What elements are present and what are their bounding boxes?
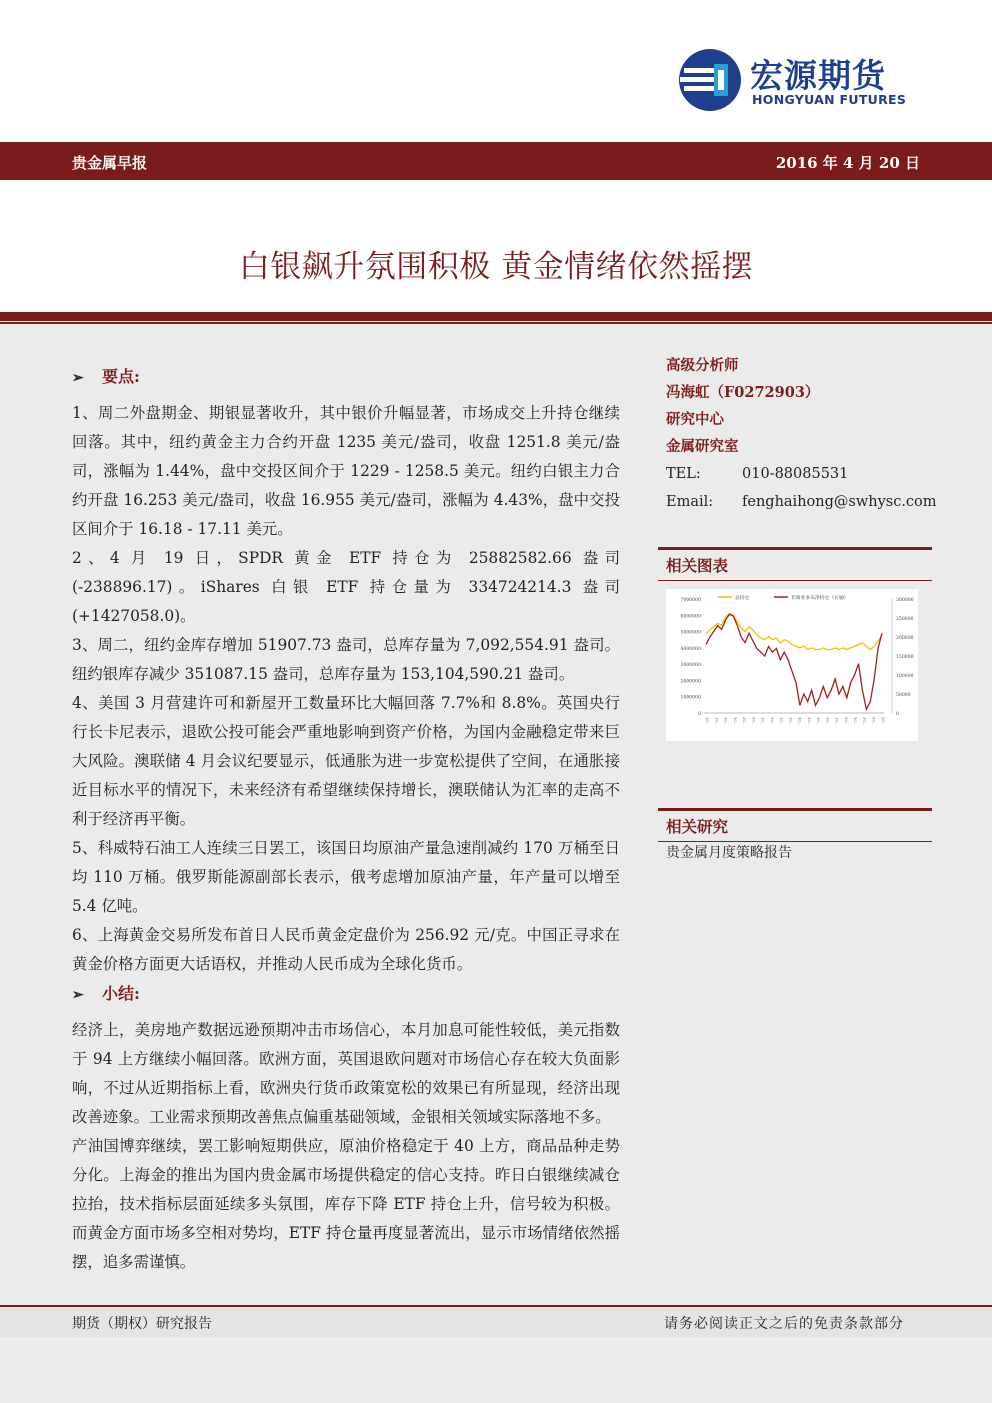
- holdings-chart: [666, 589, 918, 741]
- analyst-name: 冯海虹（F0272903）: [666, 384, 820, 401]
- tel-value: 010-88085531: [742, 466, 849, 482]
- related-research-header: [658, 808, 932, 842]
- legend-label: 总持仓: [735, 596, 750, 601]
- related-research-heading: 相关研究: [666, 817, 729, 836]
- x-tick-label: 20…: [760, 717, 766, 726]
- footer-disclaimer-link[interactable]: 请务必阅读正文之后的免责条款部分: [664, 1316, 904, 1332]
- x-tick-label: 20…: [862, 717, 868, 726]
- section-heading-text: 要点:: [102, 367, 140, 386]
- arrow-bullet-icon: ➢: [72, 370, 84, 386]
- series-line-1: [706, 614, 882, 650]
- y-left-tick-label: 3000000: [680, 663, 701, 669]
- section-heading-text: 小结:: [102, 984, 140, 1003]
- y-left-tick-label: 7000000: [680, 598, 701, 603]
- related-research-item[interactable]: 贵金属月度策略报告: [666, 845, 792, 861]
- section-heading-key-points: [72, 362, 620, 393]
- lab: 金属研究室: [666, 438, 739, 455]
- report-type: 贵金属早报: [72, 154, 148, 172]
- report-header-bar: [0, 142, 992, 180]
- x-tick-label: 20…: [705, 717, 710, 726]
- y-left-tick-label: 1000000: [680, 695, 701, 701]
- y-left-tick-label: 6000000: [680, 614, 701, 620]
- x-tick-label: 20…: [788, 717, 794, 726]
- x-tick-label: 20…: [723, 717, 729, 726]
- x-tick-label: 20…: [825, 717, 831, 726]
- related-chart-heading: 相关图表: [666, 556, 729, 575]
- chart-series: [706, 614, 882, 710]
- chart-legend: [718, 594, 849, 601]
- holdings-chart-svg: [666, 589, 918, 741]
- x-tick-label: 20…: [843, 717, 849, 726]
- legend-label: 非商业多头净持仓（右轴）: [791, 596, 849, 601]
- chart-axes: [681, 597, 914, 726]
- sidebar: [666, 352, 937, 516]
- y-right-tick-label: 200000: [896, 636, 914, 641]
- tel-label: TEL:: [666, 466, 701, 482]
- divider: [0, 322, 992, 324]
- x-tick-label: 20…: [853, 717, 859, 726]
- analyst-title: 高级分析师: [666, 357, 739, 374]
- x-tick-label: 20…: [816, 717, 822, 726]
- x-tick-label: 20…: [742, 717, 748, 726]
- related-chart-header: [658, 547, 932, 581]
- key-point-2: 2、4 月 19 日，SPDR 黄金 ETF 持仓为 25882582.66 盎司 (-238896.17)。iShares 白银 ETF 持仓量为 334724214.3 盎司 (+1427058.0)。: [72, 549, 620, 625]
- logo-name-cn: 宏源期货: [750, 56, 886, 95]
- report-date: 2016 年 4 月 20 日: [775, 154, 920, 172]
- y-left-tick-label: 5000000: [680, 630, 701, 636]
- tel-row: [666, 460, 932, 488]
- logo-name-en: HONGYUAN FUTURES: [752, 92, 907, 107]
- y-right-tick-label: 250000: [896, 617, 914, 622]
- email-label: Email:: [666, 494, 714, 510]
- x-tick-label: 20…: [779, 717, 785, 726]
- email-row: [666, 488, 937, 516]
- key-point-1: 1、周二外盘期金、期银显著收升，其中银价升幅显著，市场成交上升持仓继续回落。其中，纽约黄金主力合约开盘 1235 美元/盎司，收盘 1251.8 美元/盎司，涨幅为 1.44%，盘中交投区间介于 1229 - 1258.5 美元。纽约白银主力合约开盘 16.253 美元/盎司，收盘 16.955 美元/盎司，涨幅为 4.43%，盘中交投区间介于 16.18 - 17.11 美元。: [72, 404, 620, 538]
- department: 研究中心: [666, 411, 724, 428]
- x-tick-label: 20…: [751, 717, 757, 726]
- y-right-tick-label: 50000: [896, 693, 911, 698]
- arrow-bullet-icon: ➢: [72, 987, 84, 1003]
- x-tick-label: 20…: [871, 717, 877, 726]
- company-logo: [676, 46, 926, 116]
- y-right-tick-label: 100000: [896, 674, 914, 679]
- x-tick-label: 20…: [797, 717, 803, 726]
- page-title: 白银飙升氛围积极 黄金情绪依然摇摆: [238, 249, 754, 285]
- x-tick-label: 20…: [769, 717, 775, 726]
- series-line-2: [706, 614, 882, 709]
- y-left-tick-label: 2000000: [680, 679, 701, 685]
- main-content: [72, 362, 620, 1277]
- footer-left: 期货（期权）研究报告: [72, 1316, 212, 1332]
- logo-mark-icon: [676, 46, 744, 114]
- key-point-4: 4、美国 3 月营建许可和新屋开工数量环比大幅回落 7.7%和 8.8%。英国央行行长卡尼表示，退欧公投可能会严重地影响到资产价格，为国内金融稳定带来巨大风险。澳联储 4 月会议纪要显示，低通胀为进一步宽松提供了空间，在通胀接近目标水平的情况下，未来经济有希望继续保持增长，澳联储认为汇率的走高不利于经济再平衡。: [72, 694, 620, 828]
- key-point-6: 6、上海黄金交易所发布首日人民币黄金定盘价为 256.92 元/克。中国正寻求在黄金价格方面更大话语权，并推动人民币成为全球化货币。: [72, 926, 620, 973]
- y-left-tick-label: 0: [698, 712, 701, 717]
- section-heading-summary: [72, 979, 620, 1010]
- x-tick-label: 20…: [834, 717, 840, 726]
- email-value[interactable]: fenghaihong@swhysc.com: [742, 494, 937, 510]
- key-point-3: 3、周二，纽约金库存增加 51907.73 盎司，总库存量为 7,092,554.91 盎司。纽约银库存减少 351087.15 盎司，总库存量为 153,104,590.21 盎司。: [72, 636, 620, 683]
- divider: [0, 312, 992, 321]
- y-left-tick-label: 4000000: [680, 646, 701, 652]
- x-tick-label: 20…: [806, 717, 812, 726]
- y-right-tick-label: 300000: [896, 598, 914, 603]
- x-tick-label: 20…: [714, 717, 720, 726]
- x-tick-label: 20…: [732, 717, 738, 726]
- summary-paragraph-1: 经济上，美房地产数据远逊预期冲击市场信心，本月加息可能性较低，美元指数于 94 上方继续小幅回落。欧洲方面，英国退欧问题对市场信心存在较大负面影响，不过从近期指标上看，欧洲央行货币政策宽松的效果已有所显现，经济出现改善迹象。工业需求预期改善焦点偏重基础领域，金银相关领域实际落地不多。: [72, 1021, 620, 1126]
- y-right-tick-label: 150000: [896, 655, 914, 660]
- x-tick-label: 20…: [881, 717, 886, 726]
- footer: [0, 1305, 992, 1337]
- key-point-5: 5、科威特石油工人连续三日罢工，该国日均原油产量急速削减约 170 万桶至日均 110 万桶。俄罗斯能源副部长表示，俄考虑增加原油产量，年产量可以增至 5.4 亿吨。: [72, 839, 620, 915]
- summary-paragraph-2: 产油国博弈继续，罢工影响短期供应，原油价格稳定于 40 上方，商品品种走势分化。上海金的推出为国内贵金属市场提供稳定的信心支持。昨日白银继续减仓拉抬，技术指标层面延续多头氛围，库存下降 ETF 持仓上升，信号较为积极。而黄金方面市场多空相对势均，ETF 持仓量再度显著流出，显示市场情绪依然摇摆，追多需谨慎。: [72, 1137, 620, 1271]
- y-right-tick-label: 0: [896, 712, 899, 717]
